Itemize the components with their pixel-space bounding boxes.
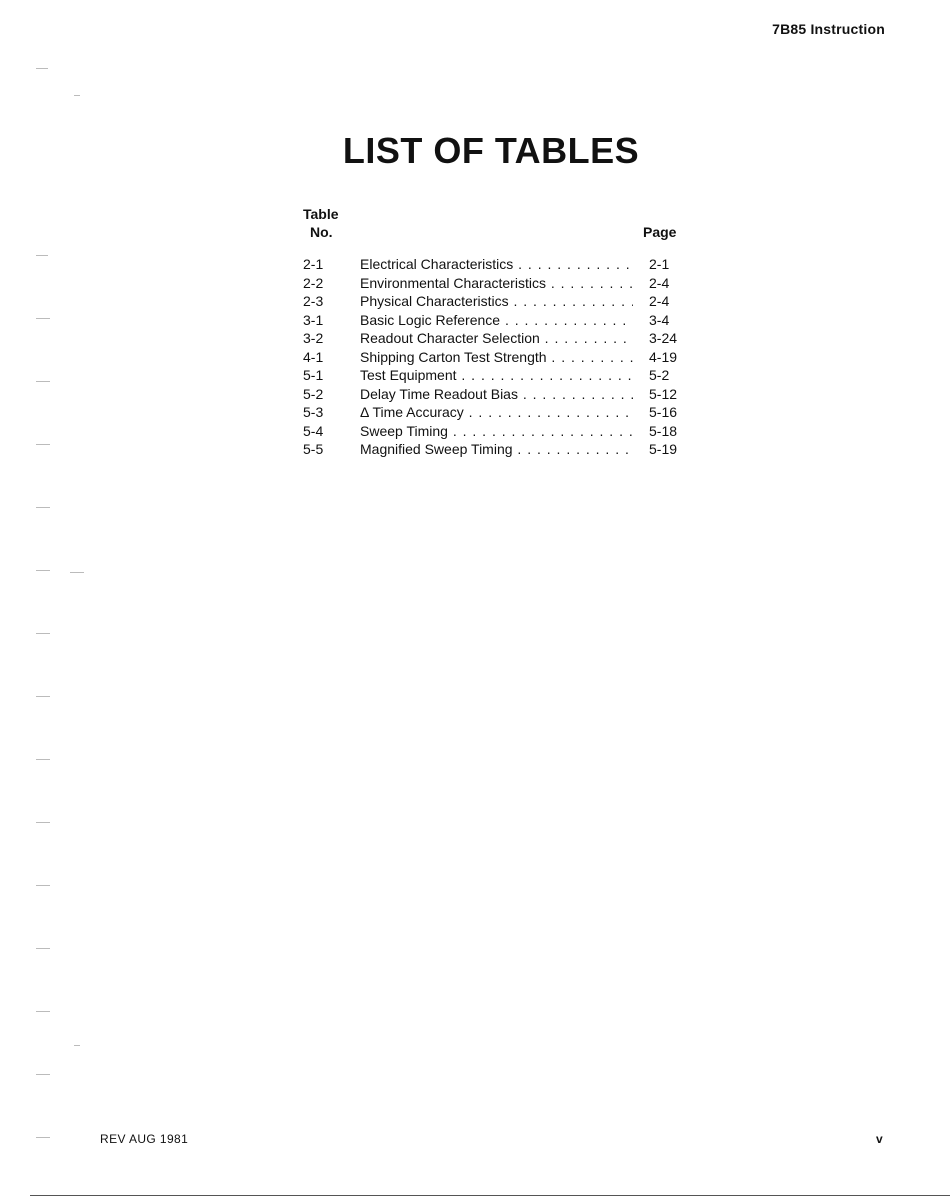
- table-page: 2-4: [649, 274, 670, 291]
- table-title: Δ Time Accuracy . . .: [360, 403, 633, 422]
- table-title: Sweep Timing . . .: [360, 422, 633, 441]
- column-header-page: Page: [643, 224, 677, 240]
- margin-mark: [36, 696, 50, 697]
- revision-date: REV AUG 1981: [100, 1132, 189, 1146]
- table-entry-5-3: [303, 403, 683, 422]
- margin-mark: [36, 68, 48, 69]
- page-number: v: [876, 1132, 883, 1146]
- table-number: 5-2: [303, 385, 324, 402]
- table-entry-5-1: [303, 366, 683, 385]
- margin-mark: [36, 1011, 50, 1012]
- margin-mark: [36, 822, 50, 823]
- margin-mark: [36, 255, 48, 256]
- table-number: 4-1: [303, 348, 324, 365]
- margin-mark: [36, 1074, 50, 1075]
- table-entry-3-1: [303, 311, 683, 330]
- table-title: Delay Time Readout Bias . . .: [360, 385, 633, 404]
- margin-mark: [36, 318, 50, 319]
- table-page: 5-2: [649, 367, 670, 383]
- column-header-table: Table: [303, 206, 339, 222]
- table-page: 2-1: [649, 256, 670, 272]
- table-title: Environmental Characteristics . . .: [360, 274, 633, 293]
- table-number: 2-1: [303, 256, 324, 272]
- document-title: 7B85 Instruction: [772, 21, 885, 37]
- table-number: 5-1: [303, 367, 324, 383]
- table-page: 5-12: [649, 385, 678, 402]
- table-entry-4-1: [303, 348, 683, 367]
- table-entry-2-3: [303, 292, 683, 311]
- table-title: Test Equipment . . .: [360, 366, 633, 385]
- table-title: Electrical Characteristics . . .: [360, 255, 633, 274]
- table-title: Physical Characteristics . . .: [360, 292, 633, 311]
- margin-mark: [74, 95, 80, 96]
- table-page: 5-16: [649, 404, 678, 420]
- table-page: 5-19: [649, 441, 678, 457]
- table-entry-5-2: [303, 385, 683, 404]
- margin-mark: [36, 759, 50, 760]
- table-title: Magnified Sweep Timing . . .: [360, 440, 633, 459]
- table-page: 3-4: [649, 311, 670, 328]
- table-number: 3-1: [303, 311, 324, 328]
- table-list: [303, 255, 683, 459]
- margin-mark: [36, 633, 50, 634]
- table-page: 2-4: [649, 293, 670, 309]
- margin-mark: [74, 1045, 80, 1046]
- page-title: LIST OF TABLES: [342, 130, 640, 171]
- table-number: 5-4: [303, 422, 324, 439]
- table-number: 3-2: [303, 330, 324, 346]
- table-entry-2-1: [303, 255, 683, 274]
- table-title: Basic Logic Reference . . .: [360, 311, 633, 330]
- table-title: Shipping Carton Test Strength . . .: [360, 348, 633, 367]
- margin-mark: [36, 948, 50, 949]
- bottom-rule: [30, 1195, 950, 1196]
- margin-mark: [36, 885, 50, 886]
- table-number: 5-5: [303, 441, 324, 457]
- margin-mark: [70, 572, 84, 573]
- margin-mark: [36, 1137, 50, 1138]
- table-number: 2-2: [303, 274, 324, 291]
- margin-mark: [36, 381, 50, 382]
- table-entry-5-5: [303, 440, 683, 459]
- table-entry-5-4: [303, 422, 683, 441]
- table-number: 5-3: [303, 404, 324, 420]
- margin-mark: [36, 444, 50, 445]
- margin-mark: [36, 570, 50, 571]
- table-page: 3-24: [649, 330, 678, 346]
- margin-mark: [36, 507, 50, 508]
- table-title: Readout Character Selection . . .: [360, 329, 633, 348]
- table-number: 2-3: [303, 293, 324, 309]
- table-page: 5-18: [649, 422, 678, 439]
- table-entry-2-2: [303, 274, 683, 293]
- column-header-no: No.: [310, 224, 333, 240]
- table-entry-3-2: [303, 329, 683, 348]
- table-page: 4-19: [649, 348, 678, 365]
